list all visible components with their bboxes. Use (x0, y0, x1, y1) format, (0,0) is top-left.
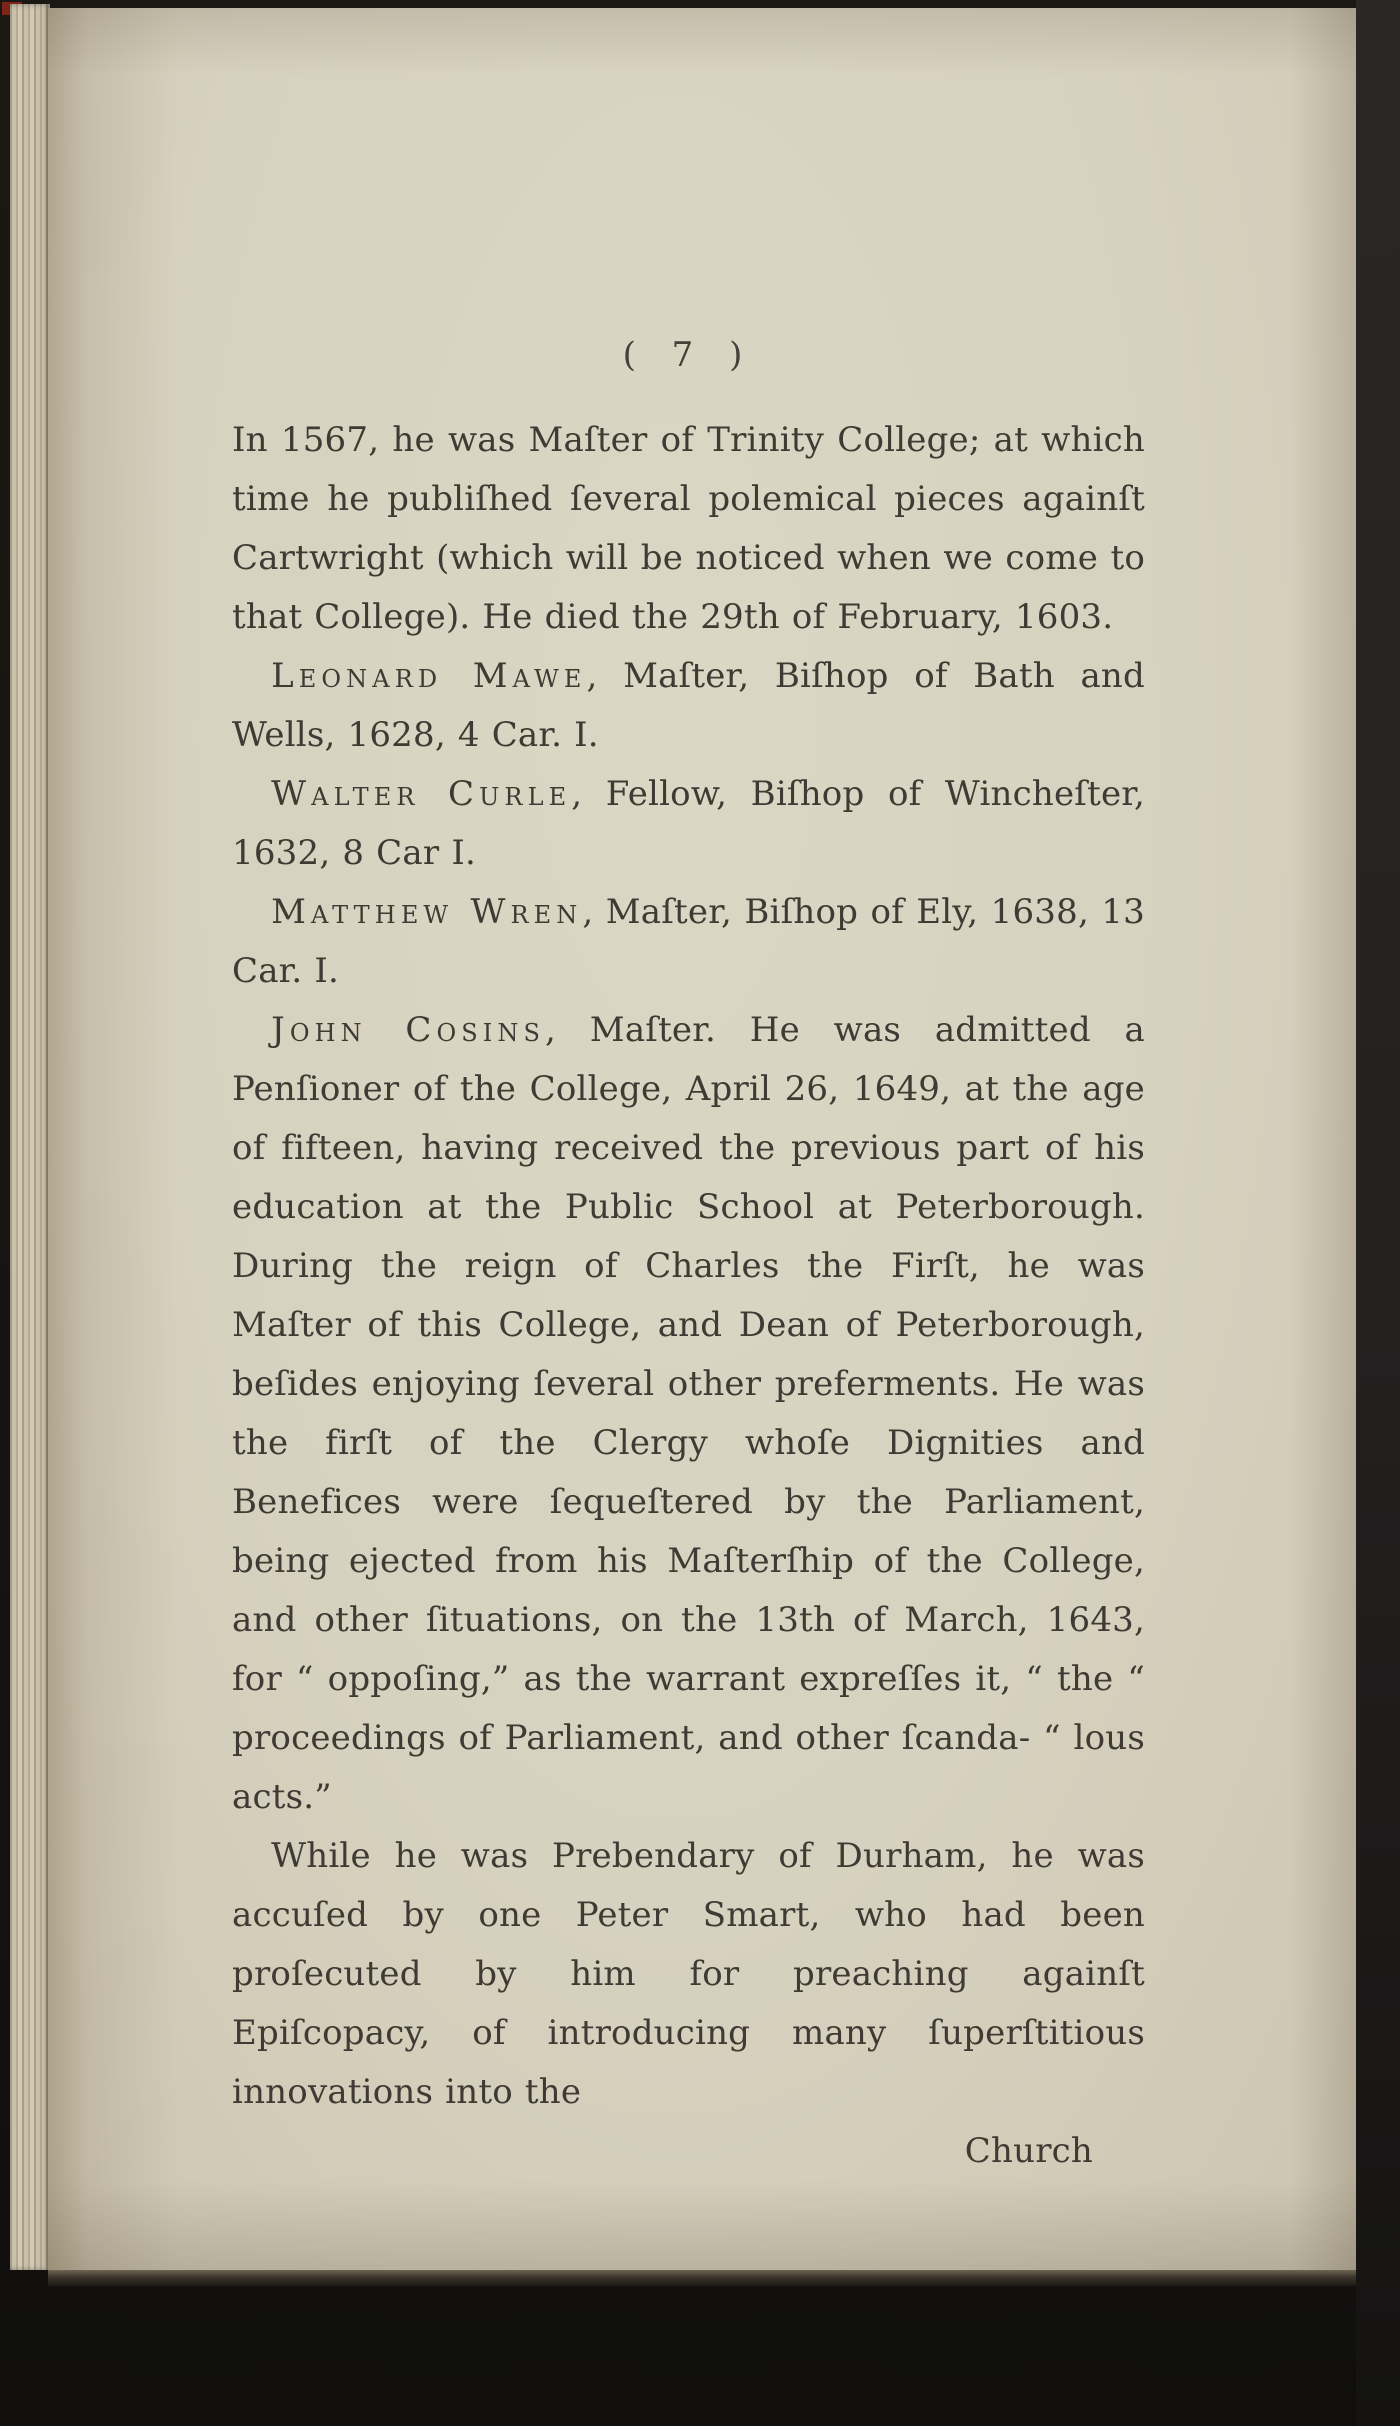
catchword: Church (964, 2131, 1093, 2171)
paragraph-2 (232, 647, 1145, 765)
paragraph-text: While he was Prebendary of Durham, he was accuſed by one Peter Smart, who had been proſecuted by him for preaching againſt Epiſcopacy, of introducing many ſuperſtitious innovations into the (232, 1836, 1145, 2112)
paragraph-text: , Maſter. He was admitted a Penſioner of the College, April 26, 1649, at the age of fifteen, having received the previous part of his education at the Public School at Peterborough. During the reign of Charles the Firſt, he was Maſter of this College, and Dean of Peterborough, beſides enjoying ſeveral other preferments. He was the firſt of the Clergy whoſe Dignities and Benefices were ſequeſtered by the Parliament, being ejected from his Maſterſhip of the College, and other ſituations, on the 13th of March, 1643, for “ oppoſing,” as the warrant expreſſes it, “ the “ proceedings of Parliament, and other ſcanda- “ lous acts.” (232, 1010, 1146, 1817)
paragraph-4 (232, 883, 1145, 1001)
book-page (48, 8, 1356, 2270)
paragraph-text: , Maſter, Biſhop of Bath and Wells, 1628, 4 Car. I. (232, 656, 1145, 755)
paragraph-5 (232, 1001, 1145, 1827)
name-smallcaps: Walter Curle (271, 774, 572, 814)
paragraph-3 (232, 765, 1145, 883)
page-text-block (232, 326, 1145, 2181)
paragraph-6 (232, 1827, 1145, 2122)
page-bottom-edge (48, 2270, 1356, 2286)
paragraph-text: , Fellow, Biſhop of Wincheſter, 1632, 8 Car I. (232, 774, 1145, 873)
name-smallcaps: Leonard Mawe (271, 656, 587, 696)
paragraph-text: In 1567, he was Maſter of Trinity College; at which time he publiſhed ſeveral polemical pieces againſt Cartwright (which will be noticed when we come to that College). He died the 29th of February, 1603. (232, 420, 1145, 637)
paragraph-text: , Maſter, Biſhop of Ely, 1638, 13 Car. I. (232, 892, 1145, 991)
scan-right-shadow (1356, 0, 1400, 2426)
name-smallcaps: John Cosins (271, 1010, 546, 1050)
name-smallcaps: Matthew Wren (271, 892, 583, 932)
paragraph-1 (232, 411, 1145, 647)
page-number: ( 7 ) (622, 335, 755, 375)
page-edges (10, 4, 50, 2270)
